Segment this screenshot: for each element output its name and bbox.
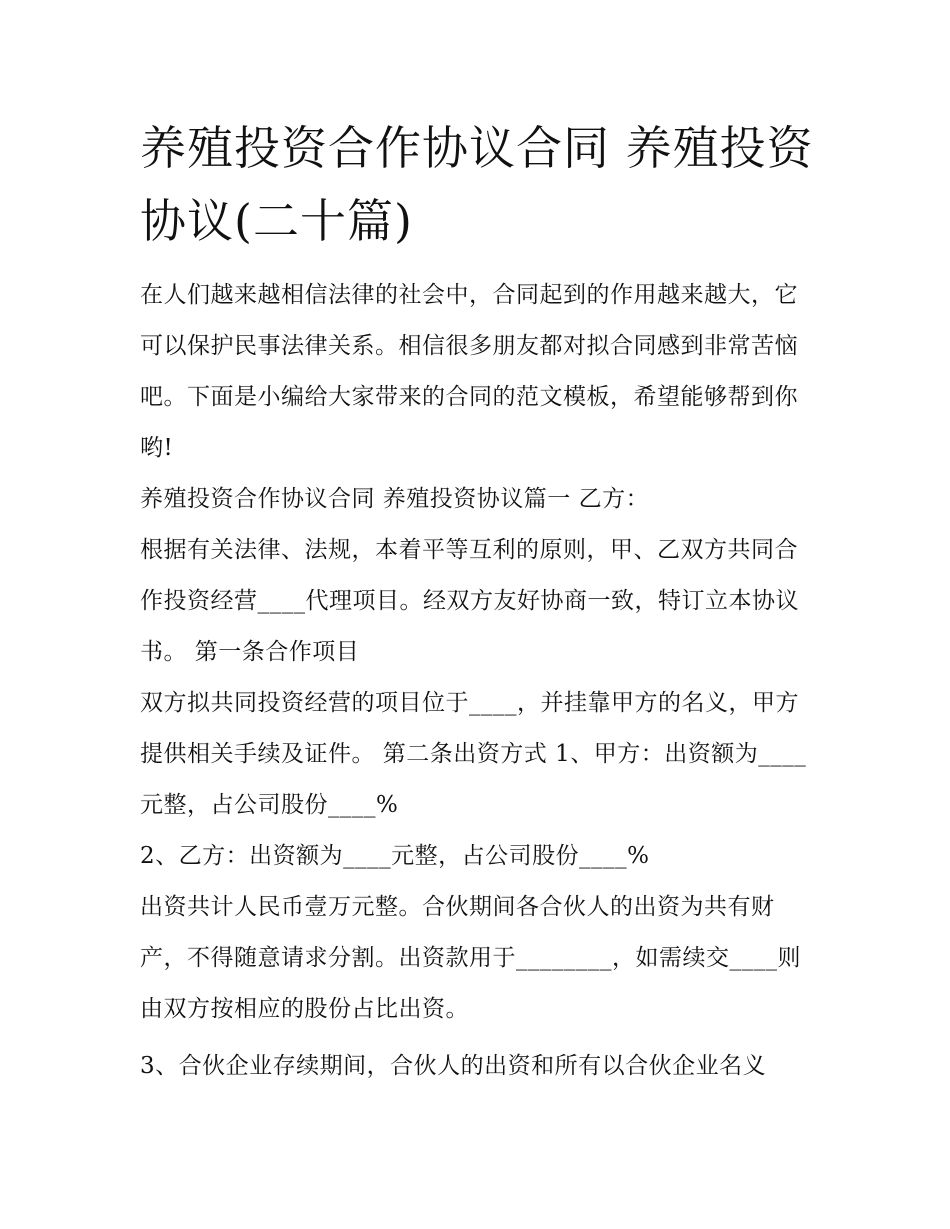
paragraph-total-investment: 出资共计人民币壹万元整。合伙期间各合伙人的出资为共有财产，不得随意请求分割。出资款用于________，如需续交____则由双方按相应的股份占比出资。: [140, 894, 801, 1022]
paragraph-section-heading: 养殖投资合作协议合同 养殖投资协议篇一 乙方：: [140, 486, 650, 512]
paragraph-partnership-duration: 3、合伙企业存续期间，合伙人的出资和所有以合伙企业名义: [140, 1053, 767, 1079]
paragraph-cooperation-project: 根据有关法律、法规，本着平等互利的原则，甲、乙双方共同合作投资经营____代理项目。经双方友好协商一致，特订立本协议书。 第一条合作项目: [140, 537, 799, 665]
paragraph-intro: 在人们越来越相信法律的社会中，合同起到的作用越来越大，它可以保护民事法律关系。相信很多朋友都对拟合同感到非常苦恼吧。下面是小编给大家带来的合同的范文模板，希望能够帮到你哟!: [140, 282, 798, 461]
document-page: [140, 112, 815, 1092]
document-title: 养殖投资合作协议合同 养殖投资协议(二十篇): [140, 121, 814, 248]
paragraph-party-b-investment: 2、乙方：出资额为____元整，占公司股份____%: [140, 843, 650, 869]
paragraph-investment-location: 双方拟共同投资经营的项目位于____，并挂靠甲方的名义，甲方提供相关手续及证件。 第二条出资方式 1、甲方：出资额为____元整，占公司股份____%: [140, 690, 807, 818]
